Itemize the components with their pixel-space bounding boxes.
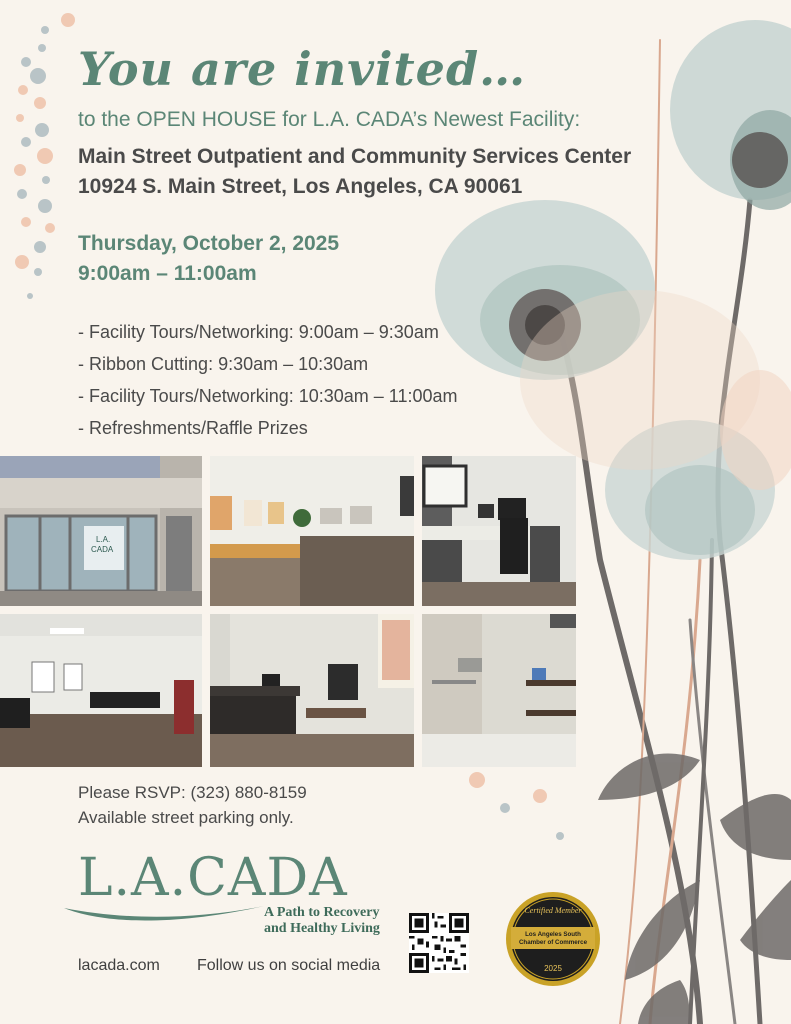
venue-address: 10924 S. Main Street, Los Angeles, CA 90061 xyxy=(78,175,523,198)
sign-text-cada: CADA xyxy=(91,545,114,554)
logo-swoosh xyxy=(64,900,264,930)
badge-year: 2025 xyxy=(544,964,562,973)
photo-waiting-room xyxy=(210,456,414,606)
venue-info xyxy=(78,142,631,202)
badge-org1: Los Angeles South xyxy=(525,931,581,938)
rsvp-phone: Please RSVP: (323) 880-8159 xyxy=(78,783,307,802)
badge-certified: Certified Member xyxy=(524,906,582,915)
event-time: 9:00am – 11:00am xyxy=(78,262,257,285)
tagline-line1: A Path to Recovery xyxy=(264,905,380,920)
chamber-of-commerce-badge xyxy=(505,891,601,987)
photo-kitchen xyxy=(210,614,414,767)
sign-text-la: L.A. xyxy=(96,535,111,544)
invitation-heading: You are invited… xyxy=(78,42,527,96)
schedule-item: - Ribbon Cutting: 9:30am – 10:30am xyxy=(78,354,369,374)
photo-office xyxy=(422,456,576,606)
logo-tagline xyxy=(264,905,380,937)
event-schedule xyxy=(78,316,458,444)
social-media-text: Follow us on social media xyxy=(197,957,381,974)
rsvp-info xyxy=(78,780,307,830)
invitation-subtitle: to the OPEN HOUSE for L.A. CADA’s Newest Facility: xyxy=(78,108,581,131)
badge-org2: Chamber of Commerce xyxy=(518,939,588,946)
venue-name: Main Street Outpatient and Community Services Center xyxy=(78,145,632,168)
schedule-item: - Refreshments/Raffle Prizes xyxy=(78,418,308,438)
lacada-logo: L.A.CADA xyxy=(78,848,348,908)
tagline-line2: and Healthy Living xyxy=(264,921,380,936)
event-datetime xyxy=(78,229,339,289)
event-date: Thursday, October 2, 2025 xyxy=(78,232,340,255)
schedule-item: - Facility Tours/Networking: 9:00am – 9:30am xyxy=(78,322,439,342)
photo-building-exterior xyxy=(0,456,202,606)
qr-code-icon[interactable] xyxy=(409,913,469,973)
photo-group-room xyxy=(0,614,202,767)
schedule-item: - Facility Tours/Networking: 10:30am – 11:00am xyxy=(78,386,458,406)
parking-note: Available street parking only. xyxy=(78,808,294,827)
photo-restroom xyxy=(422,614,576,767)
website-link[interactable]: lacada.com xyxy=(78,957,160,974)
